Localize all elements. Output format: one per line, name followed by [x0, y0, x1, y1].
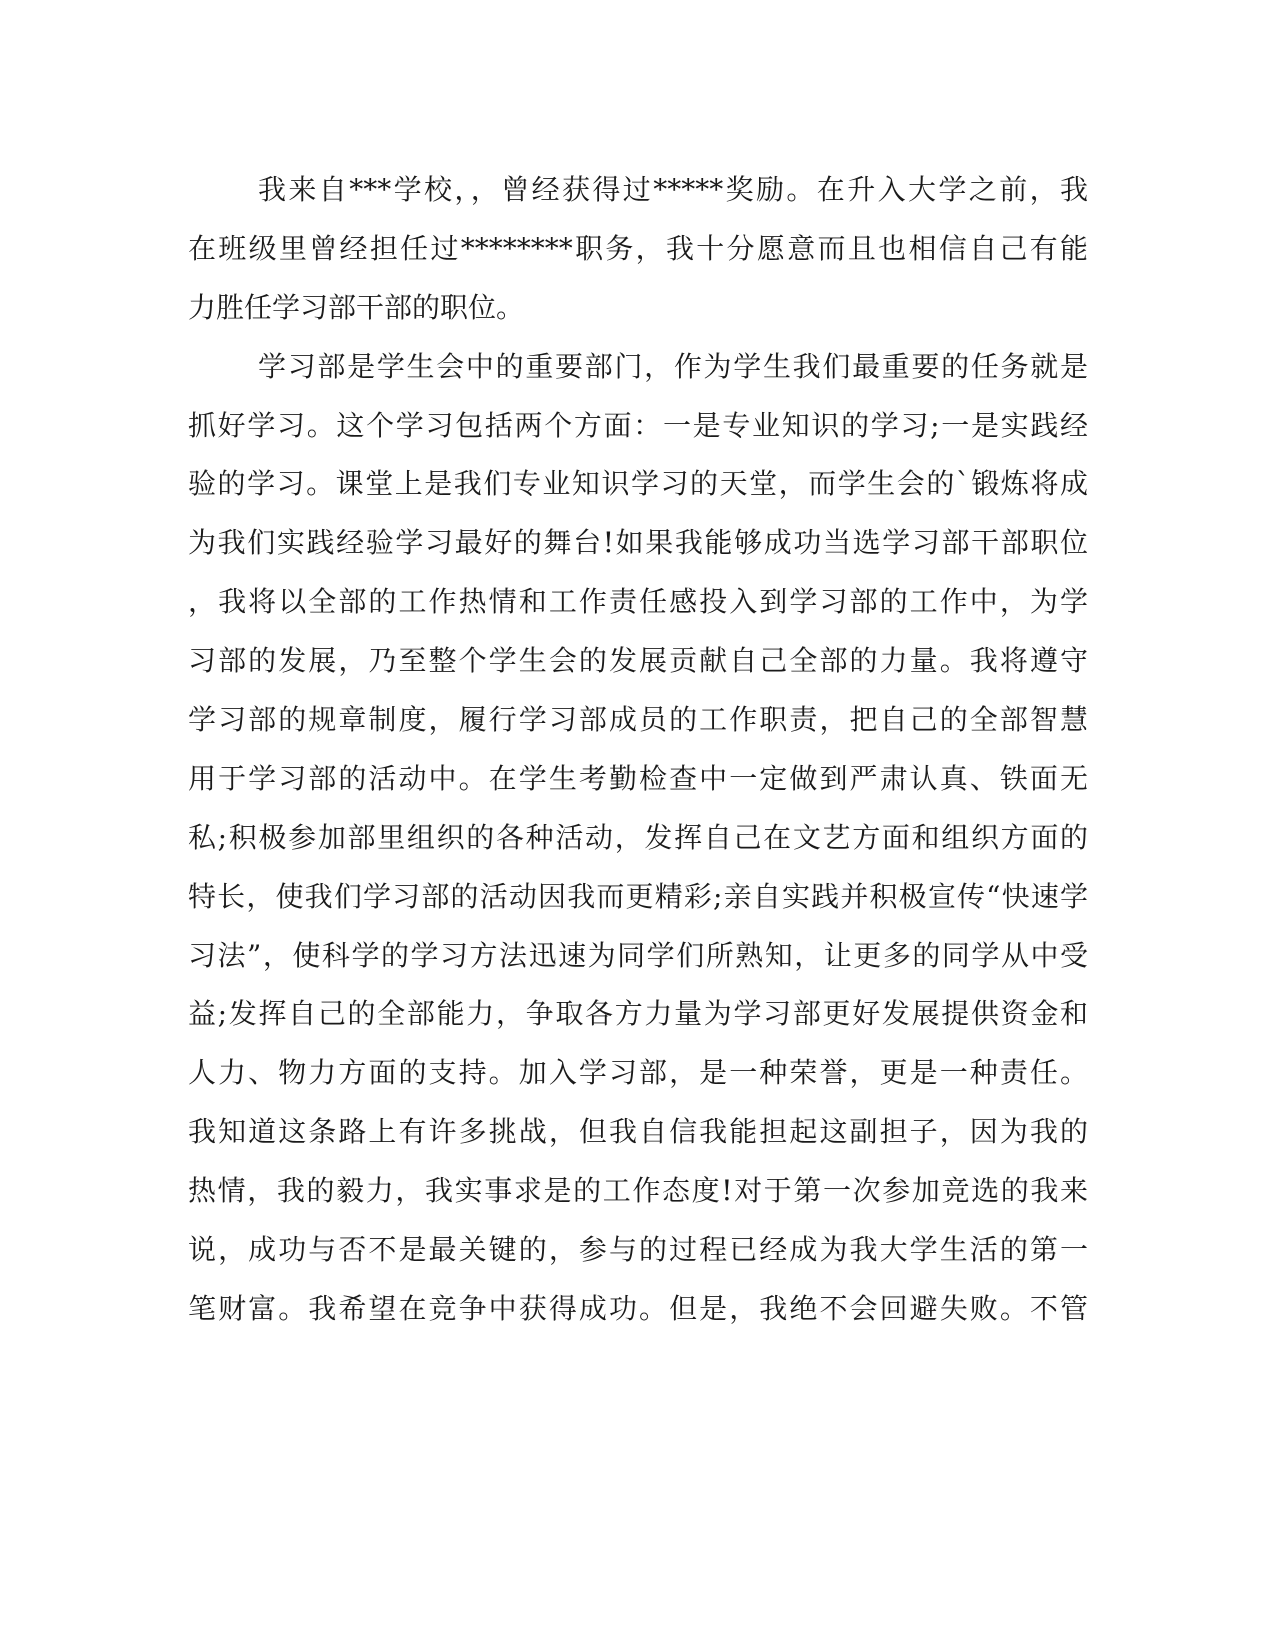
paragraph-line: 人力、物力方面的支持。加入学习部，是一种荣誉，更是一种责任。 — [188, 1056, 1088, 1090]
paragraph-line: 笔财富。我希望在竞争中获得成功。但是，我绝不会回避失败。不管 — [188, 1291, 1088, 1325]
paragraph-line: 在班级里曾经担任过********职务，我十分愿意而且也相信自己有能 — [188, 231, 1088, 265]
document-body — [188, 161, 1088, 1339]
paragraph-line: 说，成功与否不是最关键的，参与的过程已经成为我大学生活的第一 — [188, 1233, 1088, 1267]
paragraph-line: 为我们实践经验学习最好的舞台!如果我能够成功当选学习部干部职位 — [188, 526, 1088, 560]
paragraph-line: 益;发挥自己的全部能力，争取各方力量为学习部更好发展提供资金和 — [188, 997, 1088, 1031]
paragraph-2 — [188, 338, 1088, 1339]
paragraph-line: 我来自***学校，，曾经获得过*****奖励。在升入大学之前，我 — [258, 173, 1088, 206]
paragraph-line: 私;积极参加部里组织的各种活动，发挥自己在文艺方面和组织方面的 — [188, 820, 1088, 854]
paragraph-line: 我知道这条路上有许多挑战，但我自信我能担起这副担子，因为我的 — [188, 1115, 1088, 1149]
paragraph-line: 学习部的规章制度，履行学习部成员的工作职责，把自己的全部智慧 — [188, 703, 1088, 737]
paragraph-1 — [188, 161, 1088, 338]
paragraph-line: 习部的发展，乃至整个学生会的发展贡献自己全部的力量。我将遵守 — [188, 644, 1088, 678]
paragraph-line: ，我将以全部的工作热情和工作责任感投入到学习部的工作中，为学 — [188, 585, 1088, 619]
paragraph-line: 验的学习。课堂上是我们专业知识学习的天堂，而学生会的`锻炼将成 — [188, 467, 1088, 501]
paragraph-line: 抓好学习。这个学习包括两个方面：一是专业知识的学习;一是实践经 — [188, 408, 1088, 442]
paragraph-line: 特长，使我们学习部的活动因我而更精彩;亲自实践并积极宣传“快速学 — [188, 879, 1088, 913]
paragraph-line: 热情，我的毅力，我实事求是的工作态度!对于第一次参加竞选的我来 — [188, 1174, 1088, 1208]
paragraph-line: 力胜任学习部干部的职位。 — [188, 290, 525, 324]
paragraph-line: 学习部是学生会中的重要部门，作为学生我们最重要的任务就是 — [258, 349, 1088, 383]
paragraph-line: 习法”，使科学的学习方法迅速为同学们所熟知，让更多的同学从中受 — [188, 938, 1088, 972]
paragraph-line: 用于学习部的活动中。在学生考勤检查中一定做到严肃认真、铁面无 — [188, 761, 1088, 795]
